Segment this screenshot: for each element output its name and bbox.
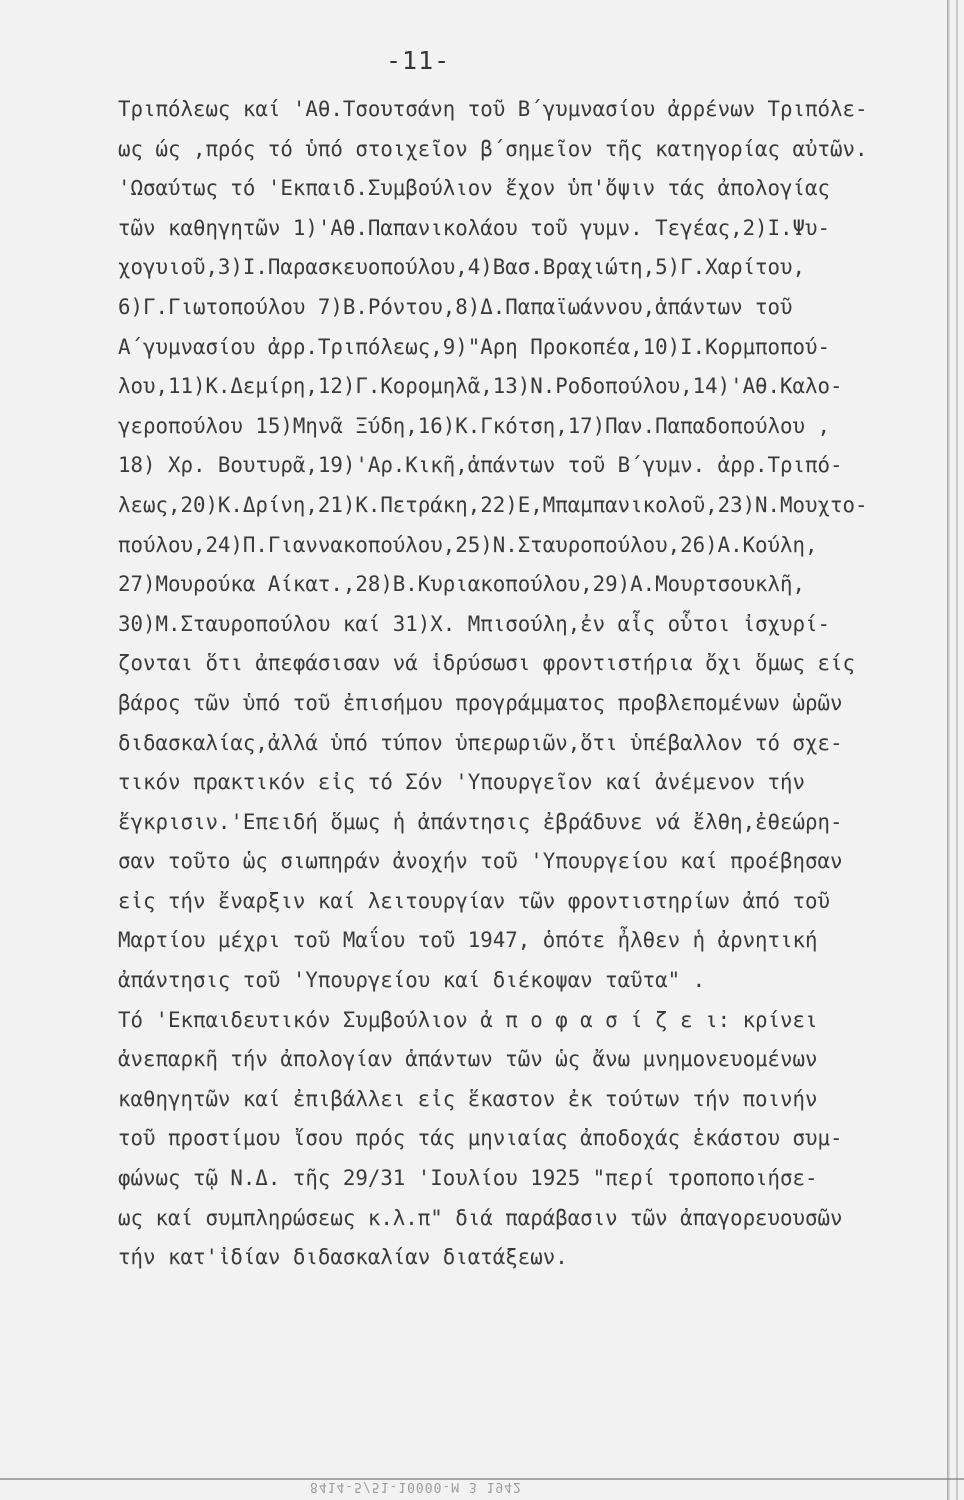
text-line: φώνως τῷ Ν.Δ. τῆς 29/31 'Ιουλίου 1925 "περί τροποποιήσε- xyxy=(118,1166,818,1191)
text-line: 'Ωσαύτως τό 'Εκπαιδ.Συμβούλιον ἔχον ὑπ'ὄψιν τάς ἀπολογίας xyxy=(118,176,831,201)
text-line: 27)Μουρούκα Αίκατ.,28)Β.Κυριακοπούλου,29)Α.Μουρτσουκλῆ, xyxy=(118,572,806,597)
text-line: εἰς τήν ἔναρξιν καί λειτουργίαν τῶν φροντιστηρίων ἀπό τοῦ xyxy=(118,888,831,913)
text-line: 18) Χρ. Βουτυρᾶ,19)'Αρ.Κικῆ,ἁπάντων τοῦ Β΄γυμν. ἀρρ.Τριπό- xyxy=(118,453,843,478)
text-line: τοῦ προστίμου ἴσου πρός τάς μηνιαίας ἀποδοχάς ἑκάστου συμ- xyxy=(118,1126,843,1151)
text-line: σαν τοῦτο ὡς σιωπηράν ἀνοχήν τοῦ 'Υπουργείου καί προέβησαν xyxy=(118,849,843,874)
text-line: Τό 'Εκπαιδευτικόν Συμβούλιον ἀ π ο φ α σ ί ζ ε ι: κρίνει xyxy=(118,1007,818,1032)
text-line: τήν κατ'ἰδίαν διδασκαλίαν διατάξεων. xyxy=(118,1245,568,1270)
page-edge-shadow xyxy=(947,0,950,1500)
text-line: διδασκαλίας,ἀλλά ὑπό τύπον ὑπερωριῶν,ὅτι ὑπέβαλλον τό σχε- xyxy=(118,730,843,755)
text-line: χογυιοῦ,3)Ι.Παρασκευοπούλου,4)Βασ.Βραχιώτη,5)Γ.Χαρίτου, xyxy=(118,255,806,280)
text-line: τῶν καθηγητῶν 1)'Αθ.Παπανικολάου τοῦ γυμν. Τεγέας,2)Ι.Ψυ- xyxy=(118,215,831,240)
text-line: τικόν πρακτικόν εἰς τό Σόν 'Υπουργεῖον καί ἀνέμενον τήν xyxy=(118,770,806,795)
text-line: λεως,20)Κ.Δρίνη,21)Κ.Πετράκη,22)Ε,Μπαμπανικολοῦ,23)Ν.Μουχτο- xyxy=(118,492,868,517)
text-line: 6)Γ.Γιωτοπούλου 7)Β.Ρόντου,8)Δ.Παπαϊωάννου,ἁπάντων τοῦ xyxy=(118,294,793,319)
text-line: πούλου,24)Π.Γιαννακοπούλου,25)Ν.Σταυροπούλου,26)Α.Κούλη, xyxy=(118,532,818,557)
text-line: Τριπόλεως καί 'Αθ.Τσουτσάνη τοῦ Β΄γυμνασίου ἀρρένων Τριπόλε- xyxy=(118,97,868,121)
text-line: λου,11)Κ.Δεμίρη,12)Γ.Κορομηλᾶ,13)Ν.Ροδοπούλου,14)'Αθ.Καλο- xyxy=(118,374,843,399)
text-line: ζονται ὅτι ἀπεφάσισαν νά ἱδρύσωσι φροντιστήρια ὄχι ὅμως είς xyxy=(118,651,856,676)
page-number: -11- xyxy=(386,46,451,75)
text-line: ως καί συμπληρώσεως κ.λ.π" διά παράβασιν τῶν ἀπαγορευουσῶν xyxy=(118,1205,843,1230)
typed-text-body xyxy=(118,90,918,1278)
text-line: 30)Μ.Σταυροπούλου καί 31)Χ. Μπισούλη,ἐν αἷς οὗτοι ἰσχυρί- xyxy=(118,611,831,636)
text-line: Μαρτίου μέχρι τοῦ Μαΐου τοῦ 1947, ὁπότε ἦλθεν ἡ ἀρνητική xyxy=(118,928,818,953)
text-line: βάρος τῶν ὑπό τοῦ ἐπισήμου προγράμματος προβλεπομένων ὡρῶν xyxy=(118,690,843,715)
text-line: Α΄γυμνασίου ἀρρ.Τριπόλεως,9)"Αρη Προκοπέα,10)Ι.Κορμποπού- xyxy=(118,334,831,359)
text-line: ἀνεπαρκῆ τήν ἀπολογίαν ἁπάντων τῶν ὡς ἄνω μνημονευομένων xyxy=(118,1047,818,1072)
page-edge-line xyxy=(956,0,958,1500)
text-line: γεροπούλου 15)Μηνᾶ Ξύδη,16)Κ.Γκότση,17)Παν.Παπαδοπούλου , xyxy=(118,413,831,438)
footer-print-code: 8414-5/51-10000-Μ 3 1942 xyxy=(310,1479,522,1494)
text-line: ως ώς ,πρός τό ὑπό στοιχεῖον β΄σημεῖον τῆς κατηγορίας αὐτῶν. xyxy=(118,136,868,161)
text-line: καθηγητῶν καί ἐπιβάλλει εἰς ἕκαστον ἐκ τούτων τήν ποινήν xyxy=(118,1086,818,1111)
text-line: ἀπάντησις τοῦ 'Υπουργείου καί διέκοψαν ταῦτα" . xyxy=(118,968,706,993)
text-line: ἔγκρισιν.'Επειδή ὅμως ἡ ἀπάντησις ἐβράδυνε νά ἔλθη,ἐθεώρη- xyxy=(118,809,843,834)
